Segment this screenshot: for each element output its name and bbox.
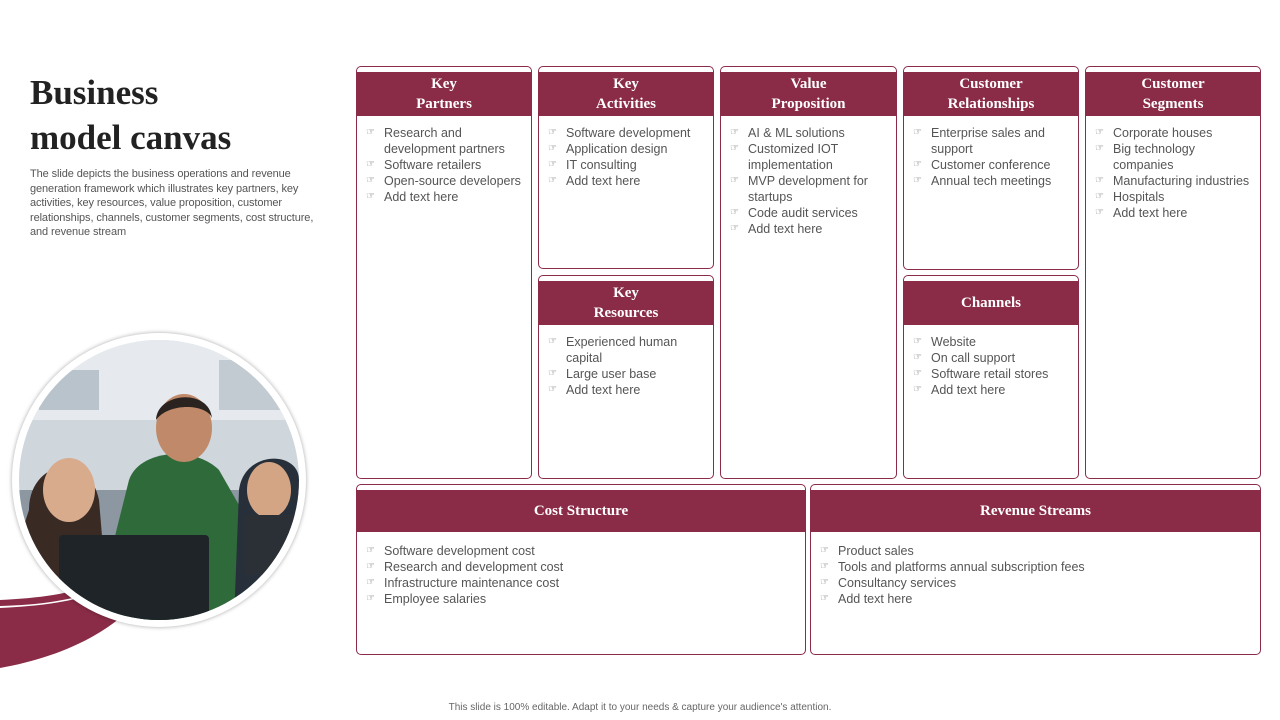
list-item: ☞ Software development (548, 126, 691, 140)
hand-pointer-icon: ☞ (913, 175, 922, 186)
key-partners-header (357, 72, 531, 116)
key-activities-header (539, 72, 713, 116)
cost-structure-block (356, 484, 806, 655)
hand-pointer-icon: ☞ (548, 127, 557, 138)
hand-pointer-icon: ☞ (913, 352, 922, 363)
revenue-streams-block (810, 484, 1261, 655)
list-item: ☞ Tools and platforms annual subscription fees (820, 560, 1085, 574)
list-item: ☞ IT consulting (548, 158, 637, 172)
hand-pointer-icon: ☞ (820, 545, 829, 556)
key-partners-block (356, 66, 532, 479)
hand-pointer-icon: ☞ (1095, 127, 1104, 138)
list-item: ☞ Manufacturing industries (1095, 174, 1250, 188)
key-activities-block (538, 66, 714, 269)
list-item: ☞ Large user base (548, 367, 657, 381)
hand-pointer-icon: ☞ (820, 577, 829, 588)
value-proposition-title: Value Proposition (771, 76, 846, 112)
list-item: ☞ Annual tech meetings (913, 174, 1052, 188)
hand-pointer-icon: ☞ (730, 175, 739, 186)
list-item: ☞ AI & ML solutions (730, 126, 845, 140)
channels-list (913, 334, 1072, 398)
key-activities-list (548, 125, 707, 189)
list-item: ☞ Enterprise sales and support (913, 126, 1045, 156)
channels-title: Channels (960, 295, 1022, 311)
channels-block (903, 275, 1079, 479)
hand-pointer-icon: ☞ (366, 159, 375, 170)
list-item: ☞ Big technology companies (1095, 142, 1196, 172)
key-activities-title: Key Activities (596, 76, 656, 112)
hand-pointer-icon: ☞ (366, 175, 375, 186)
hand-pointer-icon: ☞ (820, 561, 829, 572)
team-photo (19, 340, 299, 620)
list-item: ☞ Add text here (913, 383, 1006, 397)
list-item: ☞ On call support (913, 351, 1016, 365)
hand-pointer-icon: ☞ (913, 336, 922, 347)
key-partners-list (366, 125, 525, 205)
list-item: ☞ Employee salaries (366, 592, 487, 606)
hand-pointer-icon: ☞ (730, 223, 739, 234)
revenue-streams-header (811, 490, 1260, 532)
hand-pointer-icon: ☞ (1095, 191, 1104, 202)
list-item: ☞ Infrastructure maintenance cost (366, 576, 560, 590)
list-item: ☞ Product sales (820, 544, 914, 558)
hand-pointer-icon: ☞ (366, 191, 375, 202)
list-item: ☞ Experienced human capital (548, 335, 678, 365)
customer-segments-header (1086, 72, 1260, 116)
hand-pointer-icon: ☞ (913, 127, 922, 138)
key-partners-title: Key Partners (416, 76, 472, 112)
hand-pointer-icon: ☞ (913, 159, 922, 170)
hand-pointer-icon: ☞ (548, 384, 557, 395)
hand-pointer-icon: ☞ (548, 368, 557, 379)
list-item: ☞ Corporate houses (1095, 126, 1213, 140)
list-item: ☞ Hospitals (1095, 190, 1165, 204)
customer-relationships-title: Customer Relationships (947, 76, 1035, 112)
revenue-streams-list (820, 543, 1254, 607)
slide-description: The slide depicts the business operations and revenue generation framework which illustrates key partners, key activities, key resources, value proposition, customer relationships, channels, customer segments, cost structure, and revenue stream (30, 168, 314, 238)
list-item: ☞ Research and development cost (366, 560, 564, 574)
page-title (30, 70, 330, 160)
hand-pointer-icon: ☞ (548, 159, 557, 170)
page-title-line-2: model canvas (30, 118, 232, 157)
hand-pointer-icon: ☞ (366, 593, 375, 604)
customer-segments-list (1095, 125, 1254, 221)
hand-pointer-icon: ☞ (730, 127, 739, 138)
customer-segments-title: Customer Segments (1141, 76, 1205, 112)
page-title-line-1: Business (30, 73, 159, 112)
hand-pointer-icon: ☞ (366, 577, 375, 588)
list-item: ☞ Add text here (1095, 206, 1188, 220)
hand-pointer-icon: ☞ (366, 545, 375, 556)
customer-relationships-header (904, 72, 1078, 116)
team-photo-frame (12, 333, 306, 627)
hand-pointer-icon: ☞ (548, 336, 557, 347)
footer-note: This slide is 100% editable. Adapt it to your needs & capture your audience's attention. (448, 702, 832, 713)
customer-relationships-list (913, 125, 1072, 189)
list-item: ☞ Website (913, 335, 976, 349)
list-item: ☞ Research and development partners (366, 126, 505, 156)
customer-segments-block (1085, 66, 1261, 479)
hand-pointer-icon: ☞ (548, 143, 557, 154)
hand-pointer-icon: ☞ (1095, 143, 1104, 154)
cost-structure-list (366, 543, 799, 607)
hand-pointer-icon: ☞ (548, 175, 557, 186)
list-item: ☞ Code audit services (730, 206, 858, 220)
list-item: ☞ Customer conference (913, 158, 1051, 172)
list-item: ☞ Software development cost (366, 544, 535, 558)
list-item: ☞ Software retail stores (913, 367, 1049, 381)
revenue-streams-title: Revenue Streams (980, 503, 1091, 519)
list-item: ☞ Open-source developers (366, 174, 521, 188)
hand-pointer-icon: ☞ (366, 561, 375, 572)
hand-pointer-icon: ☞ (913, 368, 922, 379)
list-item: ☞ Add text here (366, 190, 459, 204)
key-resources-header (539, 281, 713, 325)
hand-pointer-icon: ☞ (730, 207, 739, 218)
key-resources-list (548, 334, 707, 398)
hand-pointer-icon: ☞ (1095, 207, 1104, 218)
value-proposition-block (720, 66, 897, 479)
list-item: ☞ Add text here (730, 222, 823, 236)
hand-pointer-icon: ☞ (913, 384, 922, 395)
key-resources-block (538, 275, 714, 479)
cost-structure-header (357, 490, 805, 532)
customer-relationships-block (903, 66, 1079, 270)
list-item: ☞ Customized IOT implementation (730, 142, 839, 172)
list-item: ☞ Add text here (548, 383, 641, 397)
list-item: ☞ Software retailers (366, 158, 482, 172)
hand-pointer-icon: ☞ (820, 593, 829, 604)
cost-structure-title: Cost Structure (533, 503, 629, 519)
hand-pointer-icon: ☞ (730, 143, 739, 154)
list-item: ☞ Consultancy services (820, 576, 957, 590)
value-proposition-header (721, 72, 896, 116)
list-item: ☞ Add text here (820, 592, 913, 606)
channels-header (904, 281, 1078, 325)
hand-pointer-icon: ☞ (366, 127, 375, 138)
list-item: ☞ MVP development for startups (730, 174, 868, 204)
list-item: ☞ Add text here (548, 174, 641, 188)
value-proposition-list (730, 125, 890, 237)
list-item: ☞ Application design (548, 142, 668, 156)
hand-pointer-icon: ☞ (1095, 175, 1104, 186)
key-resources-title: Key Resources (593, 285, 659, 321)
